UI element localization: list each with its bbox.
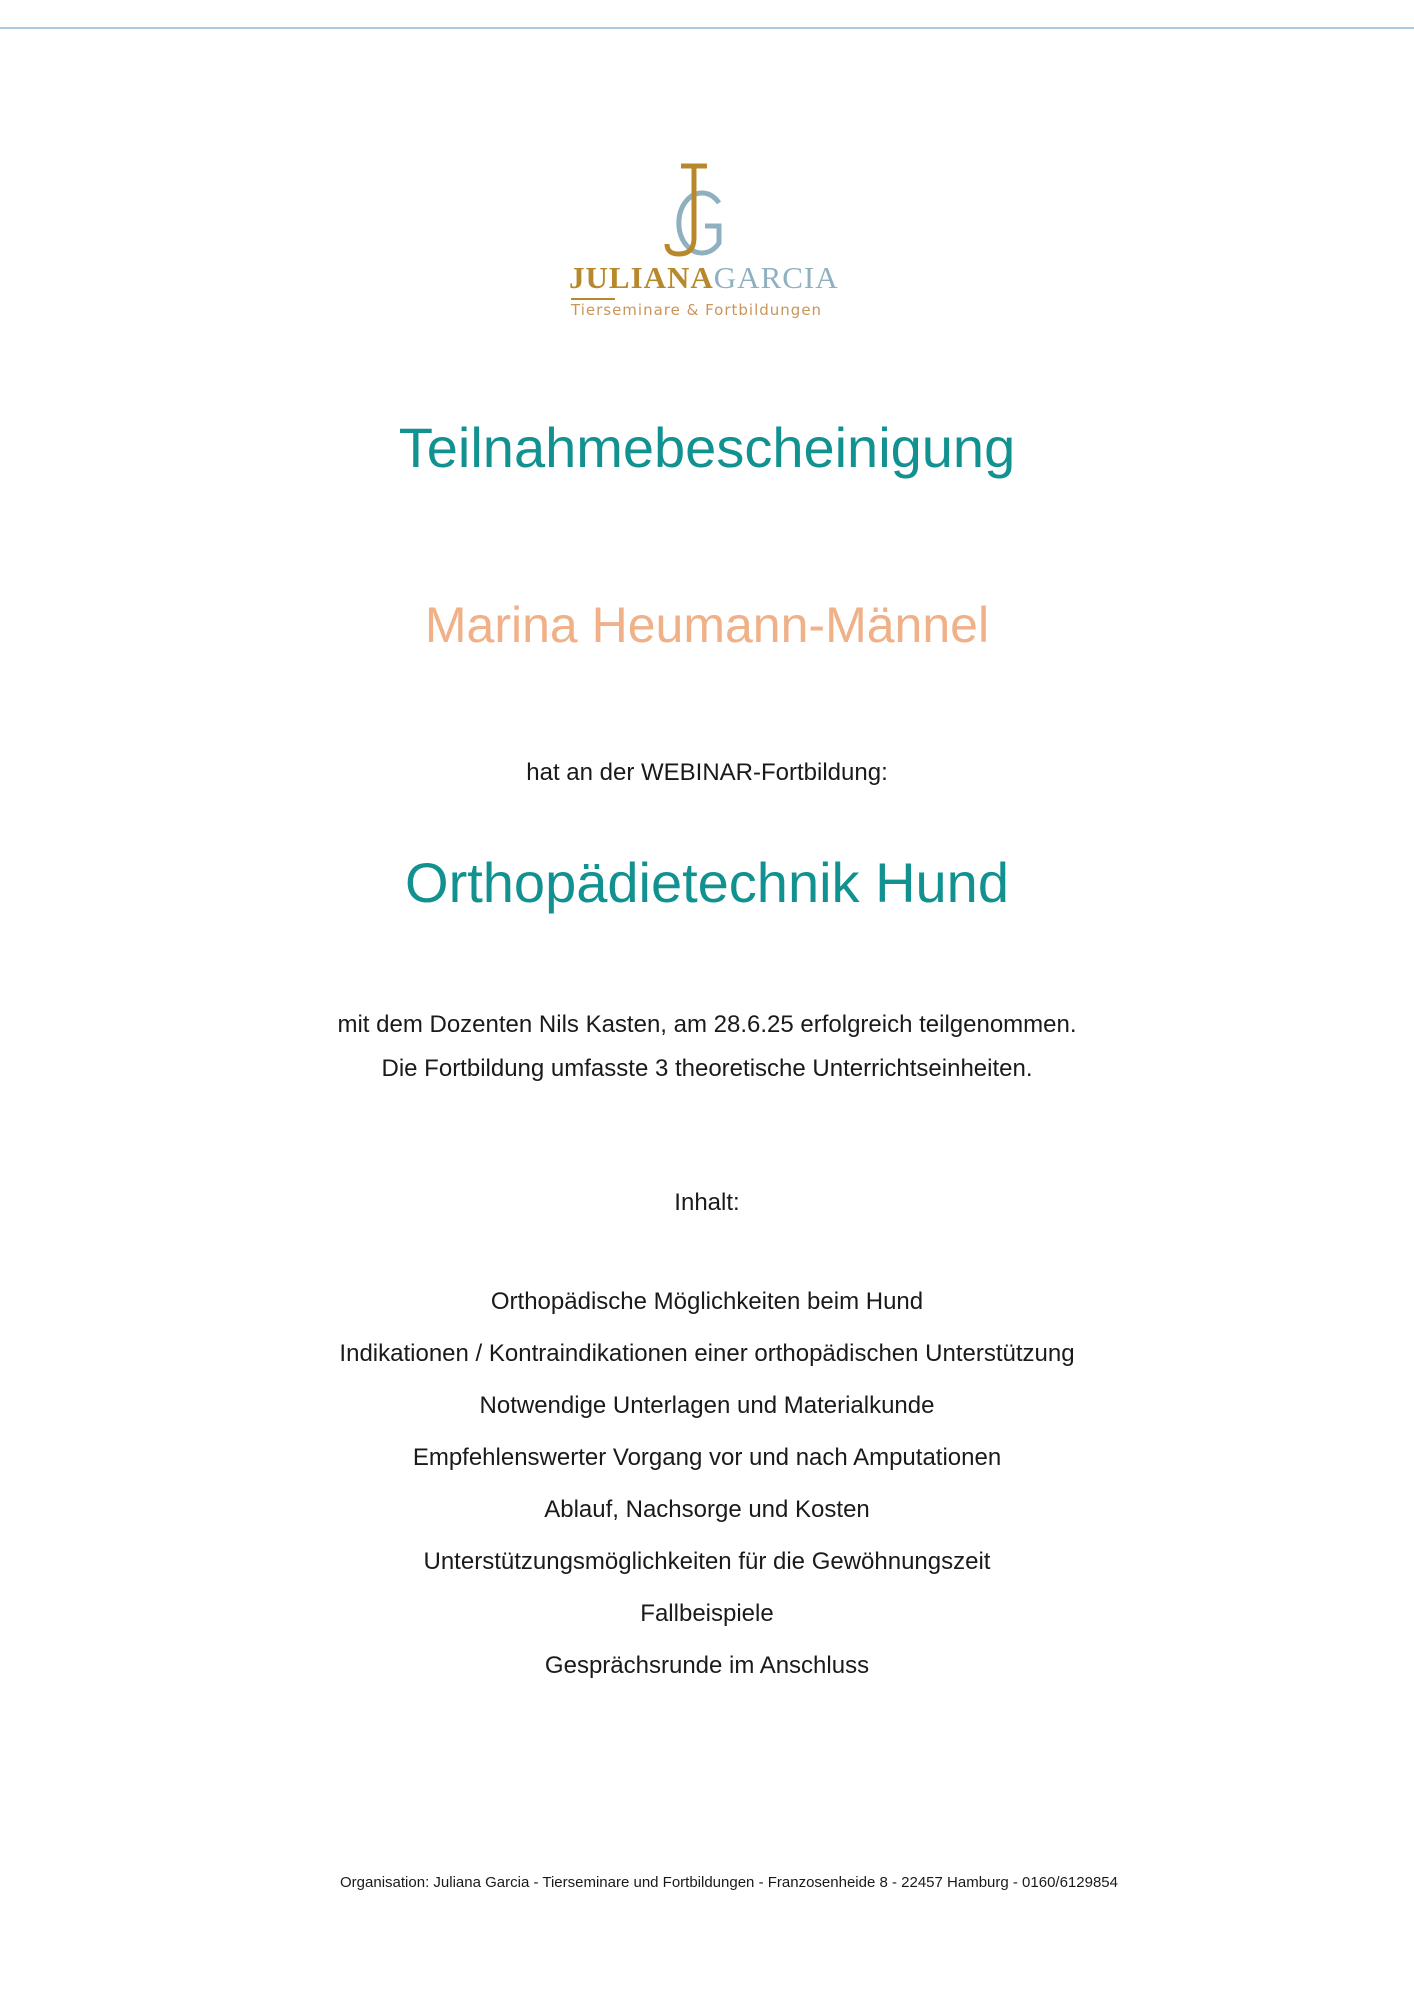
logo-name-first: JULIANA [569,260,714,295]
course-description [0,1003,1414,1091]
content-item: Fallbeispiele [640,1600,774,1627]
course-title: Orthopädietechnik Hund [405,851,1009,914]
content-item: Gesprächsrunde im Anschluss [544,1652,870,1679]
content-item: Orthopädische Möglichkeiten beim Hund [490,1288,924,1315]
description-line: mit dem Dozenten Nils Kasten, am 28.6.25 erfolgreich teilgenommen. [337,1011,1077,1038]
logo-wordmark [569,262,859,293]
logo-name-last: GARCIA [713,260,839,295]
content-item: Notwendige Unterlagen und Materialkunde [479,1392,935,1419]
content-list [0,1282,1414,1698]
content-item: Ablauf, Nachsorge und Kosten [544,1496,870,1523]
logo-tagline: Tierseminare & Fortbildungen [571,301,823,319]
jg-monogram-icon [555,158,855,258]
intro-text: hat an der WEBINAR-Fortbildung: [526,759,888,786]
content-item: Empfehlenswerter Vorgang vor und nach Amputationen [412,1444,1002,1471]
content-item: Unterstützungsmöglichkeiten für die Gewöhnungszeit [423,1548,991,1575]
certificate-title: Teilnahmebescheinigung [398,416,1016,479]
description-line: Die Fortbildung umfasste 3 theoretische Unterrichtseinheiten. [381,1055,1033,1082]
recipient-name: Marina Heumann-Männel [424,597,990,653]
content-heading: Inhalt: [674,1189,740,1216]
footer-organisation: Organisation: Juliana Garcia - Tierseminare und Fortbildungen - Franzosenheide 8 - 22457 Hamburg - 0160/6129854 [340,1874,1118,1891]
logo-underline [571,298,615,300]
content-item: Indikationen / Kontraindikationen einer orthopädischen Unterstützung [339,1340,1075,1367]
top-divider-line [0,27,1414,29]
company-logo [555,158,855,328]
